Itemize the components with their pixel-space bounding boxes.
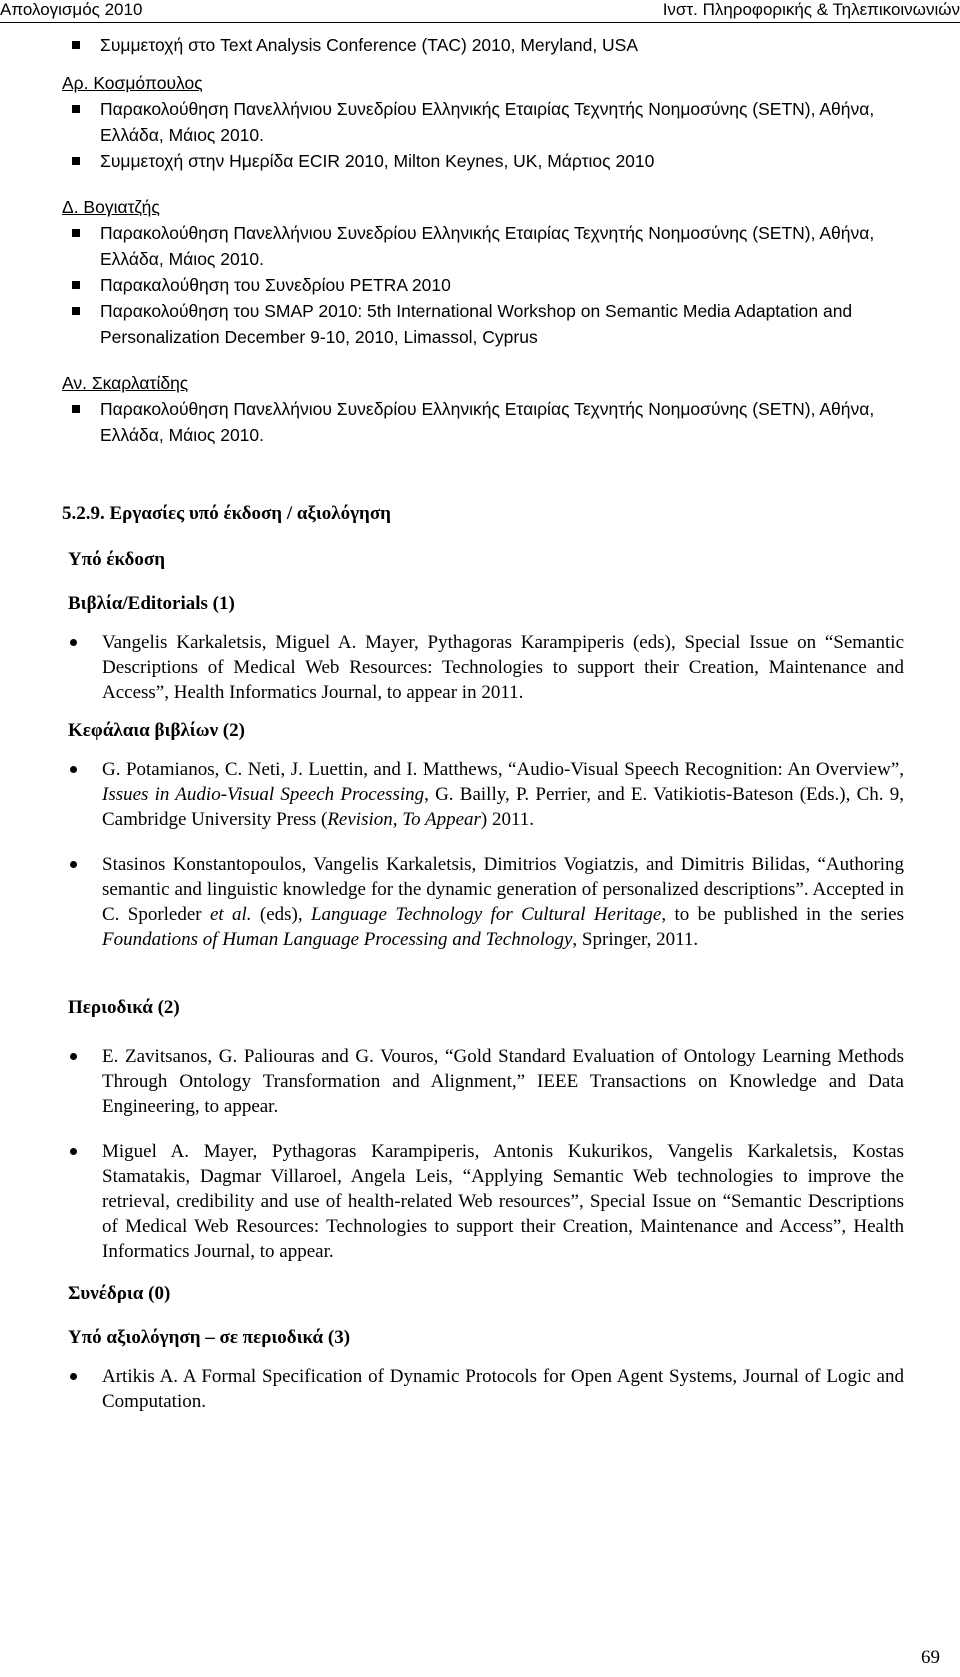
header-institute: Ινστ. Πληροφορικής & Τηλεπικοινωνιών [662, 0, 960, 19]
document-body [62, 32, 904, 1414]
list-item: Παρακαλούθηση του Συνεδρίου PETRA 2010 [62, 272, 904, 298]
round-bullet-icon [70, 1373, 77, 1380]
square-bullet-icon [72, 307, 80, 315]
page-header [0, 0, 960, 23]
books-list [62, 630, 904, 705]
list-item: Συμμετοχή στο Text Analysis Conference (TAC) 2010, Meryland, USA [62, 32, 904, 58]
section-title: 5.2.9. Εργασίες υπό έκδοση / αξιολόγηση [62, 503, 391, 524]
list-item: Vangelis Karkaletsis, Miguel A. Mayer, Pythagoras Karampiperis (eds), Special Issue on “Semantic Descriptions of Medical Web Resources: Technologies to support their Creation, Maintenance and Access”, Health Informatics Journal, to appear in 2011. [62, 630, 904, 705]
square-bullet-icon [72, 281, 80, 289]
list-item: Artikis A. A Formal Specification of Dynamic Protocols for Open Agent Systems, Journal of Logic and Computation. [62, 1364, 904, 1414]
list-item: G. Potamianos, C. Neti, J. Luettin, and I. Matthews, “Audio-Visual Speech Recognition: An Overview”, Issues in Audio-Visual Speech Processing, G. Bailly, P. Perrier, and E. Vatikiotis-Bateson (Eds.), Ch. 9, Cambridge University Press (Revision, To Appear) 2011. [62, 757, 904, 832]
page-number: 69 [921, 1647, 940, 1668]
square-bullet-icon [72, 229, 80, 237]
round-bullet-icon [70, 766, 77, 773]
list-item: Συμμετοχή στην Ημερίδα ECIR 2010, Milton Keynes, UK, Μάρτιος 2010 [62, 148, 904, 174]
square-bullet-icon [72, 41, 80, 49]
list-item: Stasinos Konstantopoulos, Vangelis Karkaletsis, Dimitrios Vogiatzis, and Dimitris Bilidas, “Authoring semantic and linguistic knowledge for the dynamic generation of personalized descriptions”. Accepted in C. Sporleder et al. (eds), Language Technology for Cultural Heritage, to be published in the series Foundations of Human Language Processing and Technology, Springer, 2011. [62, 852, 904, 952]
person-name: Αρ. Κοσμόπουλος [62, 73, 203, 93]
person-name: Δ. Βογιατζής [62, 197, 160, 217]
list-item: Παρακολούθηση Πανελλήνιου Συνεδρίου Ελληνικής Εταιρίας Τεχνητής Νοημοσύνης (SETN), Αθήνα, Ελλάδα, Μάιος 2010. [62, 96, 904, 148]
list-item: Παρακολούθηση Πανελλήνιου Συνεδρίου Ελληνικής Εταιρίας Τεχνητής Νοημοσύνης (SETN), Αθήνα, Ελλάδα, Μάιος 2010. [62, 396, 904, 448]
round-bullet-icon [70, 1053, 77, 1060]
conferences-heading: Συνέδρια (0) [68, 1283, 171, 1304]
round-bullet-icon [70, 861, 77, 868]
round-bullet-icon [70, 639, 77, 646]
person-activity-list [62, 220, 904, 350]
subsection-heading: Υπό έκδοση [68, 549, 165, 570]
list-item: Miguel A. Mayer, Pythagoras Karampiperis, Antonis Kukurikos, Vangelis Karkaletsis, Kostas Stamatakis, Dagmar Villaroel, Angela Leis, “Applying Semantic Web technologies to improve the retrieval, credibility and use of health-related Web resources”, Special Issue on “Semantic Descriptions of Medical Web Resources: Technologies to support their Creation, Maintenance and Access”, Health Informatics Journal, to appear. [62, 1139, 904, 1264]
journals-heading: Περιοδικά (2) [68, 997, 180, 1018]
journals-list [62, 1044, 904, 1264]
top-item-list [62, 32, 904, 58]
review-heading: Υπό αξιολόγηση – σε περιοδικά (3) [68, 1327, 351, 1348]
square-bullet-icon [72, 157, 80, 165]
list-item: Παρακολούθηση Πανελλήνιου Συνεδρίου Ελληνικής Εταιρίας Τεχνητής Νοημοσύνης (SETN), Αθήνα, Ελλάδα, Μάιος 2010. [62, 220, 904, 272]
square-bullet-icon [72, 405, 80, 413]
list-item: E. Zavitsanos, G. Paliouras and G. Vouros, “Gold Standard Evaluation of Ontology Learning Methods Through Ontology Transformation and Alignment,” IEEE Transactions on Knowledge and Data Engineering, to appear. [62, 1044, 904, 1119]
review-list [62, 1364, 904, 1414]
chapters-list [62, 757, 904, 952]
person-name: Αν. Σκαρλατίδης [62, 373, 189, 393]
chapters-heading: Κεφάλαια βιβλίων (2) [68, 720, 245, 741]
square-bullet-icon [72, 105, 80, 113]
person-activity-list [62, 396, 904, 448]
header-report-title: Απολογισμός 2010 [0, 0, 143, 19]
round-bullet-icon [70, 1148, 77, 1155]
list-item: Παρακολούθηση του SMAP 2010: 5th International Workshop on Semantic Media Adaptation and Personalization December 9-10, 2010, Limassol, Cyprus [62, 298, 904, 350]
books-heading: Βιβλία/Editorials (1) [68, 593, 235, 614]
person-activity-list [62, 96, 904, 174]
